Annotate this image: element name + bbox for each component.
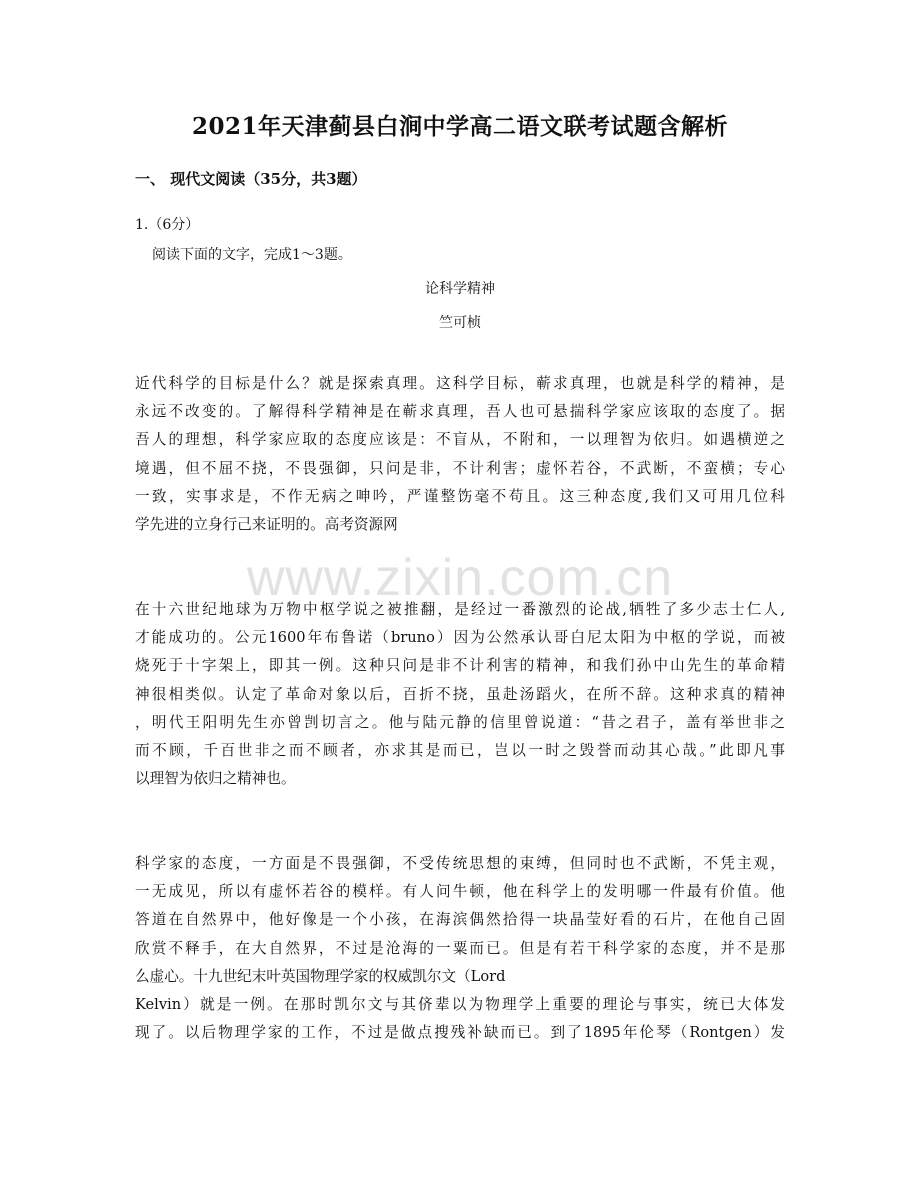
paragraph <box>135 596 785 793</box>
paragraph-line: 一无成见，所以有虚怀若谷的模样。有人问牛顿，他在科学上的发明哪一件最有价值。他 <box>135 883 785 901</box>
article-title: 论科学精神 <box>425 281 495 297</box>
paragraph-line: 境遇，但不屈不挠，不畏强御，只问是非，不计利害；虚怀若谷，不武断，不蛮横；专心 <box>135 459 785 477</box>
paragraph-line: 答道在自然界中，他好像是一个小孩，在海滨偶然拾得一块晶莹好看的石片，在他自己固 <box>135 911 785 929</box>
paragraph-line: Kelvin）就是一例。在那时凯尔文与其侪辈以为物理学上重要的理论与事实，统已大体发 <box>135 996 785 1014</box>
document-title: 2021年天津蓟县白涧中学高二语文联考试题含解析 <box>191 113 728 140</box>
paragraph-line: 烧死于十字架上，即其一例。这种只问是非不计利害的精神，和我们孙中山先生的革命精 <box>135 657 785 675</box>
paragraph-line: 永远不改变的。了解得科学精神是在蕲求真理，吾人也可悬揣科学家应该取的态度了。据 <box>135 403 785 421</box>
question-instruction: 阅读下面的文字，完成1～3题。 <box>152 247 352 263</box>
paragraph-line: 科学家的态度，一方面是不畏强御，不受传统思想的束缚，但同时也不武断，不凭主观， <box>135 855 785 872</box>
question-number: 1.（6分） <box>135 217 200 233</box>
paragraph-line: 吾人的理想，科学家应取的态度应该是：不盲从，不附和，一以理智为依归。如遇横逆之 <box>135 431 785 449</box>
paragraph-line: 欣赏不释手，在大自然界，不过是沧海的一粟而已。但是有若干科学家的态度，并不是那 <box>135 939 785 957</box>
article-author: 竺可桢 <box>439 315 481 331</box>
paragraph-line: ，明代王阳明先生亦曾剀切言之。他与陆元静的信里曾说道：“昔之君子，盖有举世非之 <box>135 713 785 731</box>
paragraph-line: 近代科学的目标是什么？就是探索真理。这科学目标，蕲求真理，也就是科学的精神，是 <box>135 375 785 392</box>
section-heading: 一、 现代文阅读（35分，共3题） <box>135 170 367 188</box>
paragraph-line: 神很相类似。认定了革命对象以后，百折不挠，虽赴汤蹈火，在所不辞。这种求真的精神 <box>135 685 785 703</box>
watermark: www.zixin.com.cn <box>246 549 674 607</box>
paragraph-line: 么虚心。十九世纪末叶英国物理学家的权威凯尔文（Lord <box>135 967 506 985</box>
paragraph-line: 在十六世纪地球为万物中枢学说之被推翻，是经过一番激烈的论战,牺牲了多少志士仁人, <box>135 601 785 618</box>
paragraph <box>135 850 785 1047</box>
paragraph-line: 才能成功的。公元1600年布鲁诺（bruno）因为公然承认哥白尼太阳为中枢的学说，而被 <box>135 629 785 647</box>
paragraph-line: 一致，实事求是，不作无病之呻吟，严谨整饬毫不苟且。这三种态度,我们又可用几位科 <box>135 487 785 505</box>
paragraph-line: 现了。以后物理学家的工作，不过是做点搜残补缺而已。到了1895年伦琴（Rontgen）发 <box>135 1024 785 1042</box>
paragraph-line: 学先进的立身行己来证明的。高考资源网 <box>135 516 398 534</box>
paragraph-line: 而不顾，千百世非之而不顾者，亦求其是而已，岂以一时之毁誉而动其心哉。”此即凡事 <box>135 742 785 760</box>
paragraph <box>135 370 785 539</box>
paragraph-line: 以理智为依归之精神也。 <box>135 770 296 788</box>
